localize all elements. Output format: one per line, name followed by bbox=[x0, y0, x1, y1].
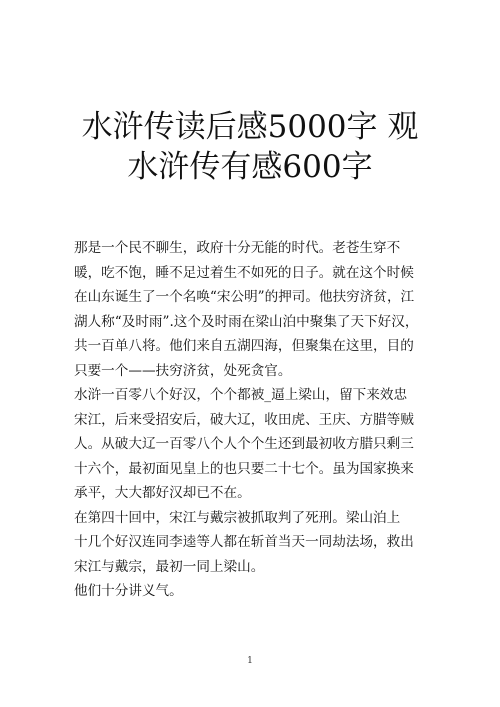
document-body bbox=[74, 236, 434, 604]
paragraph-3 bbox=[74, 506, 434, 580]
text-line: 只要一个——扶穷济贫，处死贪官。 bbox=[74, 362, 292, 379]
document-title bbox=[60, 107, 440, 187]
title-line-1: 水浒传读后感5000字 观 bbox=[81, 108, 419, 145]
title-line-2: 水浒传有感600字 bbox=[127, 148, 373, 185]
text-line: 十六个，最初面见皇上的也只要二十七个。虽为国家换来 bbox=[74, 460, 414, 477]
text-line: 人。从破大辽一百零八个人个个生还到最初收方腊只剩三 bbox=[74, 436, 414, 452]
paragraph-2 bbox=[74, 383, 434, 506]
text-line: 水浒一百零八个好汉，个个都被_逼上梁山，留下来效忠 bbox=[74, 387, 408, 403]
text-line: 在山东诞生了一个名唤“宋公明”的押司。他扶穷济贫，江 bbox=[74, 289, 415, 305]
paragraph-4 bbox=[74, 579, 434, 604]
text-line: 宋江，后来受招安后，破大辽，收田虎、王庆、方腊等贼 bbox=[74, 411, 414, 428]
text-line: 他们十分讲义气。 bbox=[74, 583, 183, 599]
text-line: 宋江与戴宗，最初一同上梁山。 bbox=[74, 558, 265, 575]
text-line: 共一百单八将。他们来自五湖四海，但聚集在这里，目的 bbox=[74, 338, 414, 354]
text-line: 十几个好汉连同李逵等人都在斩首当天一同劫法场，救出 bbox=[74, 534, 414, 550]
text-line: 湖人称“及时雨”.这个及时雨在梁山泊中聚集了天下好汉， bbox=[74, 313, 419, 330]
text-line: 那是一个民不聊生，政府十分无能的时代。老苍生穿不 bbox=[74, 240, 401, 256]
paragraph-1 bbox=[74, 236, 434, 383]
text-line: 暖，吃不饱，睡不足过着生不如死的日子。就在这个时候 bbox=[74, 264, 414, 281]
text-line: 在第四十回中，宋江与戴宗被抓取判了死刑。梁山泊上 bbox=[74, 509, 401, 526]
page-number: 1 bbox=[247, 656, 253, 666]
text-line: 承平，大大都好汉却已不在。 bbox=[74, 485, 251, 501]
